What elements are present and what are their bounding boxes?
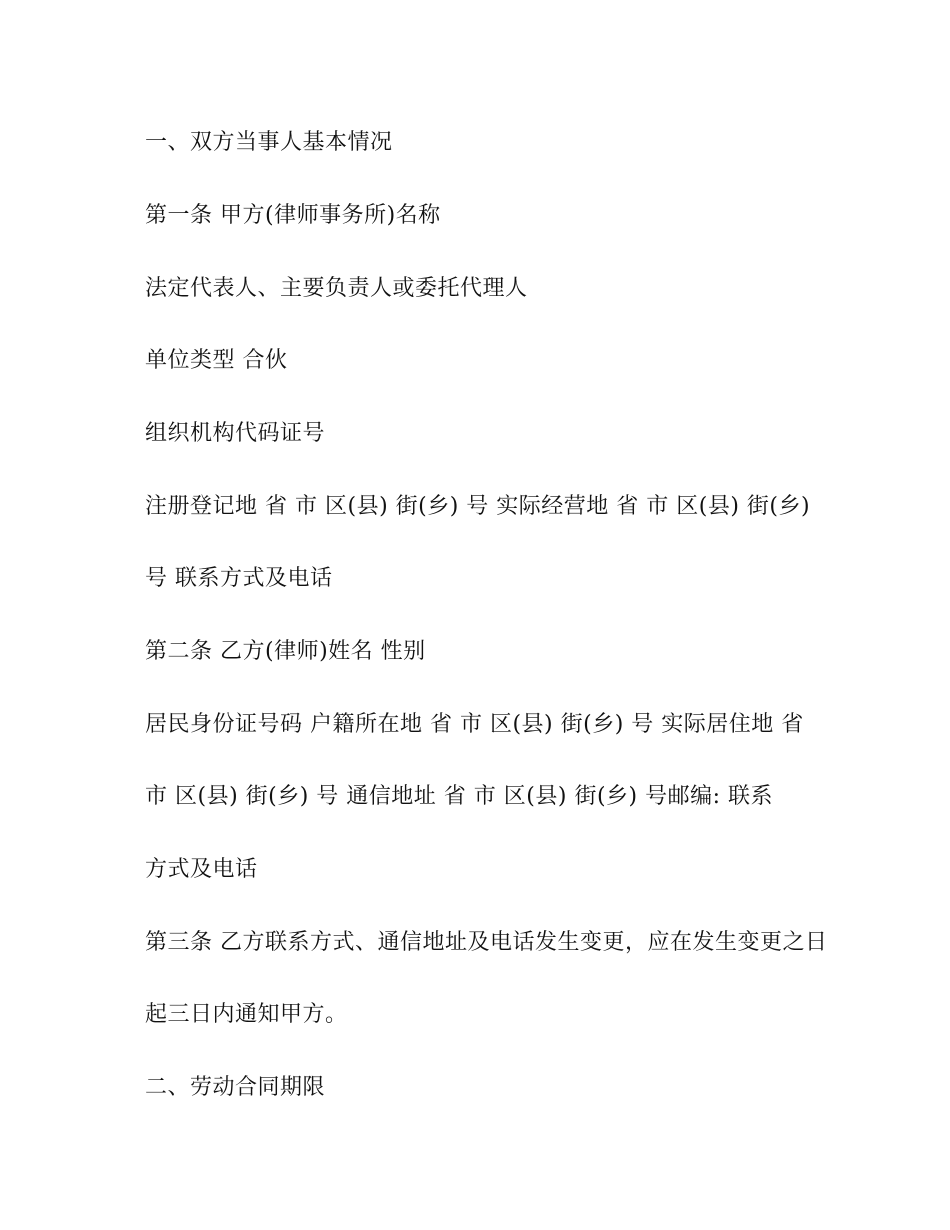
id-and-domicile-line: 居民身份证号码 户籍所在地 省 市 区(县) 街(乡) 号 实际居住地 省 — [145, 712, 804, 737]
registered-address-line: 注册登记地 省 市 区(县) 街(乡) 号 实际经营地 省 市 区(县) 街(乡) — [145, 494, 811, 519]
section-heading-parties: 一、双方当事人基本情况 — [145, 130, 393, 155]
article-3-change-notice: 第三条 乙方联系方式、通信地址及电话发生变更，应在发生变更之日 — [145, 930, 828, 955]
party-b-contact-line: 方式及电话 — [145, 857, 258, 882]
entity-type-line: 单位类型 合伙 — [145, 348, 288, 373]
organization-code-line: 组织机构代码证号 — [145, 421, 326, 446]
article-2-party-b-name: 第二条 乙方(律师)姓名 性别 — [145, 639, 426, 664]
article-1-party-a-name: 第一条 甲方(律师事务所)名称 — [145, 203, 441, 228]
mailing-address-line: 市 区(县) 街(乡) 号 通信地址 省 市 区(县) 街(乡) 号邮编: 联系 — [145, 784, 774, 809]
contact-phone-line: 号 联系方式及电话 — [145, 566, 333, 591]
section-heading-contract-term: 二、劳动合同期限 — [145, 1075, 326, 1100]
legal-representative-line: 法定代表人、主要负责人或委托代理人 — [145, 276, 528, 301]
article-3-change-notice-cont: 起三日内通知甲方。 — [145, 1002, 348, 1027]
